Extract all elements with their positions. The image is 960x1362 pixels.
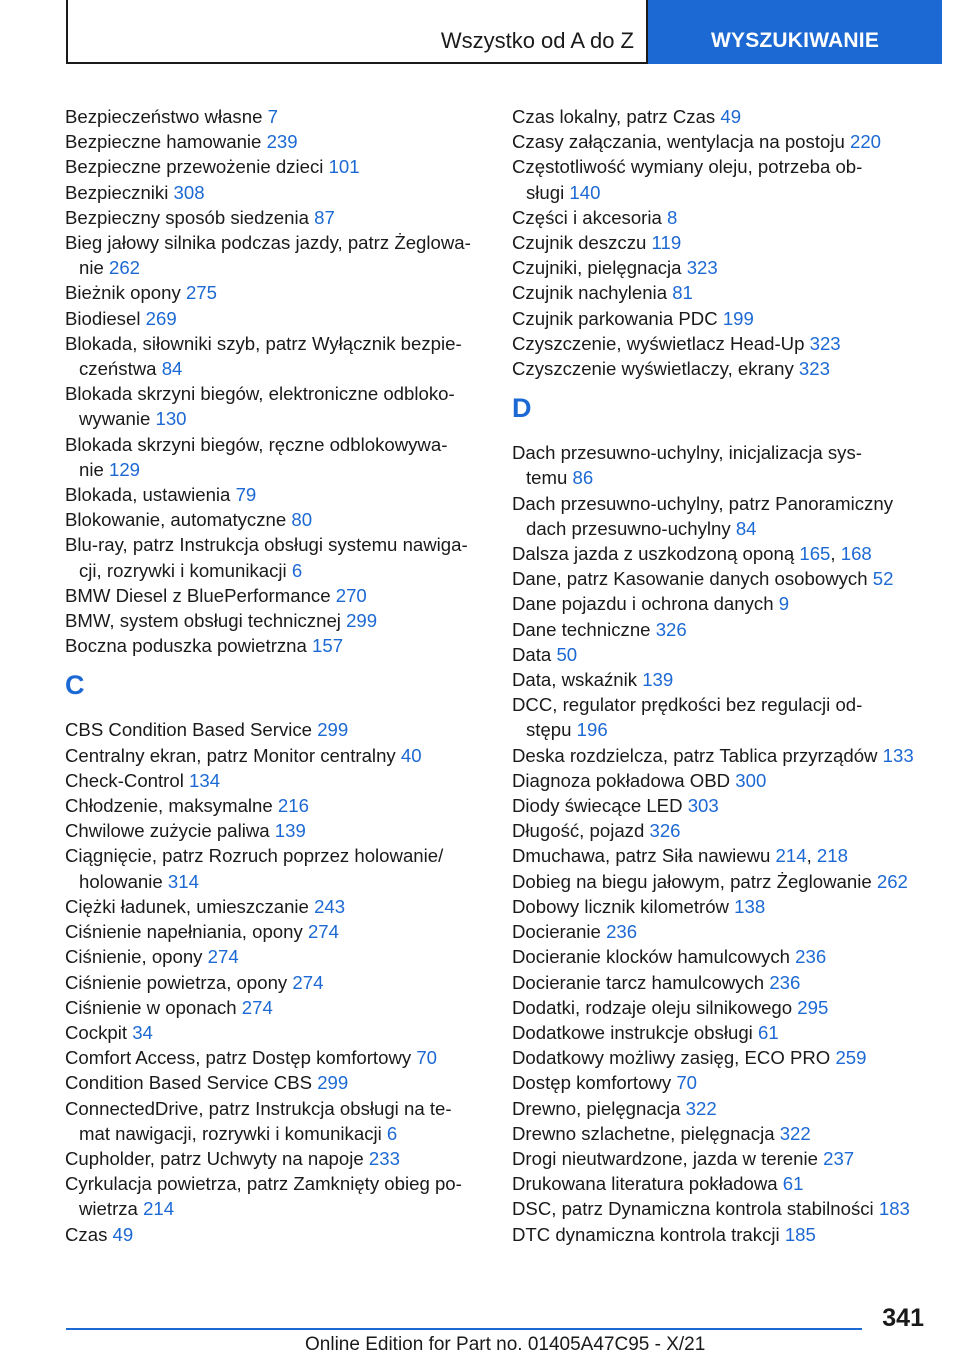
index-entry-text: stępu xyxy=(526,719,572,741)
index-entry-text: ConnectedDrive, patrz Instrukcja obsługi na te‐ xyxy=(65,1097,452,1119)
index-entry xyxy=(65,768,485,793)
index-entry-text: Dane, patrz Kasowanie danych osobowych xyxy=(512,568,868,590)
index-entry-text: Bezpieczne hamowanie xyxy=(65,131,262,153)
index-entry-text: Condition Based Service CBS xyxy=(65,1072,313,1094)
index-entry-text: mat nawigacji, rozrywki i komunikacji xyxy=(79,1122,382,1144)
page-reference-link[interactable]: 323 xyxy=(809,332,841,354)
index-entry-text: Data, wskaźnik xyxy=(512,669,638,691)
index-entry-text: Bezpieczne przewożenie dzieci xyxy=(65,156,324,178)
index-entry-text: Dane pojazdu i ochrona danych xyxy=(512,593,774,615)
index-entry xyxy=(512,331,932,356)
index-entry-text: holowanie xyxy=(79,870,163,892)
page-reference-link[interactable]: 274 xyxy=(307,921,339,943)
index-entry xyxy=(512,255,932,280)
index-entry xyxy=(65,743,485,768)
index-entry xyxy=(65,532,485,582)
page-reference-link[interactable]: 139 xyxy=(642,669,674,691)
page-reference-link[interactable]: 87 xyxy=(314,206,335,228)
index-entry xyxy=(512,1020,932,1045)
page-reference-link[interactable]: 236 xyxy=(769,971,801,993)
page-reference-link[interactable]: 9 xyxy=(778,593,790,615)
page-reference-link[interactable]: 84 xyxy=(161,358,183,380)
header-tabs xyxy=(66,0,942,64)
index-entry-text: Dobowy licznik kilometrów xyxy=(512,895,729,917)
index-entry xyxy=(512,129,932,154)
page-reference-link[interactable]: 40 xyxy=(400,744,422,766)
page-reference-link[interactable]: 185 xyxy=(784,1223,816,1245)
index-entry-text: Bieżnik opony xyxy=(65,282,181,304)
page-reference-link[interactable]: 6 xyxy=(386,1122,398,1144)
index-entry-text: CBS Condition Based Service xyxy=(65,719,313,741)
index-entry xyxy=(512,566,932,591)
page-reference-link[interactable]: 239 xyxy=(266,131,298,153)
page-reference-link[interactable]: 86 xyxy=(572,467,594,489)
page-reference-link[interactable]: 322 xyxy=(779,1122,811,1144)
index-entry xyxy=(65,230,485,280)
page-reference-link[interactable]: 303 xyxy=(687,795,719,817)
index-column-right xyxy=(512,104,932,1247)
page-reference-link[interactable]: 101 xyxy=(328,156,360,178)
index-entry xyxy=(512,1222,932,1247)
index-entry-text: Blokada, ustawienia xyxy=(65,484,231,506)
page-reference-link[interactable]: 7 xyxy=(267,106,278,127)
page-reference-link[interactable]: 6 xyxy=(291,559,303,581)
tab-a-to-z[interactable] xyxy=(66,0,648,64)
index-entry xyxy=(65,1171,485,1221)
page-reference-link[interactable]: 138 xyxy=(734,895,766,917)
index-entry xyxy=(65,205,485,230)
page-reference-link[interactable]: 49 xyxy=(112,1223,134,1245)
index-entry xyxy=(65,1070,485,1095)
index-entry xyxy=(512,104,932,129)
index-entry xyxy=(512,1121,932,1146)
index-entry-text: Częstotliwość wymiany oleju, potrzeba ob‐ xyxy=(512,156,863,178)
index-entry-text: cji, rozrywki i komunikacji xyxy=(79,559,287,581)
index-entry xyxy=(65,944,485,969)
index-entry-text: Chwilowe zużycie paliwa xyxy=(65,820,270,842)
index-entry xyxy=(512,1196,932,1221)
page-reference-link[interactable]: 275 xyxy=(185,282,217,304)
index-entry xyxy=(65,381,485,431)
index-entry: Dmuchawa, patrz Siła nawiewu 214, 218 xyxy=(512,845,848,867)
index-entry-text: Drogi nieutwardzone, jazda w terenie xyxy=(512,1147,818,1169)
page-reference-link[interactable]: 165 xyxy=(799,543,831,565)
index-entry-text: Dmuchawa, patrz Siła nawiewu xyxy=(512,845,771,867)
index-entry xyxy=(65,894,485,919)
page-reference-link[interactable]: 295 xyxy=(797,996,829,1018)
page-reference-link[interactable]: 61 xyxy=(757,1021,779,1043)
index-entry-text: Ciśnienie, opony xyxy=(65,946,203,968)
index-entry-text: Drewno, pielęgnacja xyxy=(512,1097,681,1119)
index-entry-text: Ciężki ładunek, umieszczanie xyxy=(65,895,309,917)
index-entry xyxy=(512,230,932,255)
index-entry-text: Czyszczenie, wyświetlacz Head-Up xyxy=(512,332,805,354)
index-entry-text: Dostęp komfortowy xyxy=(512,1072,672,1094)
index-entry xyxy=(512,869,932,894)
index-entry-text: Blokada skrzyni biegów, ręczne odblokowywa‐ xyxy=(65,433,448,455)
index-entry xyxy=(512,491,932,541)
index-entry xyxy=(512,944,932,969)
index-entry-text: Cyrkulacja powietrza, patrz Zamknięty obieg po‐ xyxy=(65,1173,462,1195)
index-entry-text: Czujnik deszczu xyxy=(512,232,647,254)
index-entry xyxy=(512,818,932,843)
tab-a-to-z-label: Wszystko od A do Z xyxy=(440,28,634,53)
index-entry-text: Dane techniczne xyxy=(512,618,651,640)
page-reference-link[interactable]: 214 xyxy=(143,1198,175,1220)
index-entry xyxy=(512,743,932,768)
page-reference-link[interactable]: 214 xyxy=(775,845,807,867)
index-entry xyxy=(512,617,932,642)
index-entry-text: Comfort Access, patrz Dostęp komfortowy xyxy=(65,1047,412,1069)
index-entry-text: Dobieg na biegu jałowym, patrz Żeglowanie xyxy=(512,870,872,892)
index-entry xyxy=(65,1045,485,1070)
index-entry xyxy=(512,667,932,692)
page-reference-link[interactable]: 52 xyxy=(872,568,894,590)
index-entry-text: Dalsza jazda z uszkodzoną oponą xyxy=(512,543,795,565)
page-reference-link[interactable]: 196 xyxy=(576,719,608,741)
index-entry-text: Drewno szlachetne, pielęgnacja xyxy=(512,1122,775,1144)
index-entry xyxy=(65,1020,485,1045)
index-entry xyxy=(512,1171,932,1196)
index-entry xyxy=(512,793,932,818)
index-entry-text: Dach przesuwno-uchylny, inicjalizacja sys‐ xyxy=(512,442,862,464)
index-entry xyxy=(512,768,932,793)
page-reference-link[interactable]: 269 xyxy=(145,307,177,329)
index-entry xyxy=(65,482,485,507)
page-reference-link[interactable]: 233 xyxy=(368,1147,400,1169)
index-column-left xyxy=(65,104,485,1247)
index-entry-text: temu xyxy=(526,467,568,489)
index-entry xyxy=(65,793,485,818)
index-entry-text: Boczna poduszka powietrzna xyxy=(65,635,307,657)
index-entry-text: Czujnik parkowania PDC xyxy=(512,307,718,329)
index-entry-text: Cockpit xyxy=(65,1021,128,1043)
index-entry-text: Bezpieczny sposób siedzenia xyxy=(65,206,309,228)
page-reference-link[interactable]: 61 xyxy=(782,1173,804,1195)
page-reference-link[interactable]: 49 xyxy=(720,106,742,127)
index-entry-text: Ciągnięcie, patrz Rozruch poprzez holowanie/ xyxy=(65,845,444,867)
page-reference-link[interactable]: 236 xyxy=(795,946,827,968)
index-entry xyxy=(65,104,485,129)
index-entry-text: DSC, patrz Dynamiczna kontrola stabilności xyxy=(512,1198,874,1220)
index-entry xyxy=(512,440,932,490)
index-entry-text: Centralny ekran, patrz Monitor centralny xyxy=(65,744,396,766)
index-entry xyxy=(65,583,485,608)
tab-search[interactable] xyxy=(648,0,942,64)
index-entry xyxy=(512,1096,932,1121)
index-entry-text: Czas lokalny, patrz Czas xyxy=(512,106,716,127)
index-entry xyxy=(65,717,485,742)
index-entry-text: nie xyxy=(79,257,104,279)
page-reference-link[interactable]: 323 xyxy=(686,257,718,279)
page-reference-link[interactable]: 308 xyxy=(173,181,205,203)
page-number: 341 xyxy=(882,1304,924,1332)
index-entry-text: sługi xyxy=(526,181,565,203)
page-reference-link[interactable]: 218 xyxy=(816,845,848,867)
index-entry xyxy=(65,919,485,944)
page-reference-link[interactable]: 133 xyxy=(882,744,914,766)
page-reference-link[interactable]: 80 xyxy=(291,509,313,531)
index-entry-text: Docieranie tarcz hamulcowych xyxy=(512,971,765,993)
index-entry xyxy=(512,1070,932,1095)
index-entry-text: Chłodzenie, maksymalne xyxy=(65,795,273,817)
page-reference-link[interactable]: 70 xyxy=(416,1047,438,1069)
index-entry-text: Check-Control xyxy=(65,769,184,791)
page-reference-link[interactable]: 299 xyxy=(317,1072,349,1094)
page-reference-link[interactable]: 322 xyxy=(685,1097,717,1119)
index-entry xyxy=(512,692,932,742)
page-reference-link[interactable]: 299 xyxy=(346,610,378,632)
index-entry xyxy=(65,970,485,995)
index-entry-text: nie xyxy=(79,458,104,480)
index-entry-text: Czasy załączania, wentylacja na postoju xyxy=(512,131,845,153)
index-entry xyxy=(65,331,485,381)
page-reference-link[interactable]: 243 xyxy=(314,895,346,917)
footer-edition: Online Edition for Part no. 01405A47C95 - X/21 xyxy=(305,1334,706,1355)
index-entry xyxy=(65,818,485,843)
page-reference-link[interactable]: 70 xyxy=(676,1072,697,1094)
index-entry-text: Bieg jałowy silnika podczas jazdy, patrz Żeglowa‐ xyxy=(65,232,471,254)
index-entry xyxy=(512,280,932,305)
index-entry xyxy=(512,919,932,944)
index-entry-text: Czyszczenie wyświetlaczy, ekrany xyxy=(512,358,794,380)
index-entry xyxy=(65,306,485,331)
page-reference-link[interactable]: 220 xyxy=(849,131,882,153)
index-entry xyxy=(65,1222,485,1247)
page-reference-link[interactable]: 299 xyxy=(317,719,349,741)
index-entry xyxy=(65,1096,485,1146)
index-entry-text: dach przesuwno-uchylny xyxy=(526,517,731,539)
index-entry-text: DTC dynamiczna kontrola trakcji xyxy=(512,1223,780,1245)
index-entry-text: Ciśnienie powietrza, opony xyxy=(65,971,288,993)
index-entry-text: DCC, regulator prędkości bez regulacji od‐ xyxy=(512,694,863,716)
page-reference-link[interactable]: 300 xyxy=(735,769,767,791)
page-reference-link[interactable]: 262 xyxy=(109,257,141,279)
index-entry xyxy=(65,633,485,658)
index-entry-text: Data xyxy=(512,643,552,665)
page-reference-link[interactable]: 8 xyxy=(667,206,678,228)
index-entry-text: Cupholder, patrz Uchwyty na napoje xyxy=(65,1147,364,1169)
page-reference-link[interactable]: 314 xyxy=(167,870,199,892)
index-entry-text: Czujniki, pielęgnacja xyxy=(512,257,682,279)
page-reference-link[interactable]: 129 xyxy=(109,458,141,480)
page-reference-link[interactable]: 168 xyxy=(840,543,872,565)
index-entry-text: czeństwa xyxy=(79,358,157,380)
index-entry xyxy=(512,894,932,919)
index-entry-text: Drukowana literatura pokładowa xyxy=(512,1173,778,1195)
page-reference-link[interactable]: 270 xyxy=(335,584,367,606)
index-entry xyxy=(512,1146,932,1171)
index-entry-text: Ciśnienie w oponach xyxy=(65,996,237,1018)
index-entry xyxy=(65,154,485,179)
index-entry-text: Docieranie xyxy=(512,921,601,943)
page-reference-link[interactable]: 237 xyxy=(823,1147,855,1169)
page-reference-link[interactable]: 119 xyxy=(651,232,682,254)
index-entry-text: BMW Diesel z BluePerformance xyxy=(65,584,331,606)
index-entry-text: Długość, pojazd xyxy=(512,820,645,842)
index-entry-text: Ciśnienie napełniania, opony xyxy=(65,921,303,943)
page-reference-link[interactable]: 274 xyxy=(241,996,273,1018)
index-entry-text: wietrza xyxy=(79,1198,138,1220)
page-reference-link[interactable]: 79 xyxy=(235,484,257,506)
index-entry xyxy=(512,205,932,230)
page-reference-link[interactable]: 323 xyxy=(798,358,830,380)
index-entry xyxy=(65,608,485,633)
index-entry-text: wywanie xyxy=(79,408,151,430)
index-entry-text: Blokada skrzyni biegów, elektroniczne odbloko‐ xyxy=(65,383,455,405)
index-entry xyxy=(512,642,932,667)
page-reference-link[interactable]: 50 xyxy=(556,643,578,665)
index-entry xyxy=(512,1045,932,1070)
index-entry-text: Docieranie klocków hamulcowych xyxy=(512,946,790,968)
index-entry-text: Dodatki, rodzaje oleju silnikowego xyxy=(512,996,793,1018)
index-entry-text: Biodiesel xyxy=(65,307,141,329)
page-reference-link[interactable]: 326 xyxy=(655,618,687,640)
index-entry-text: Blu-ray, patrz Instrukcja obsługi systemu nawiga‐ xyxy=(65,534,468,556)
index-entry-text: Blokowanie, automatyczne xyxy=(65,509,287,531)
index-entry-text: Czas xyxy=(65,1223,108,1245)
index-entry xyxy=(512,995,932,1020)
index-entry xyxy=(65,432,485,482)
index-entry xyxy=(65,280,485,305)
index-section-letter: C xyxy=(65,670,85,701)
index-entry xyxy=(65,180,485,205)
index-entry-text: Blokada, siłowniki szyb, patrz Wyłącznik bezpie‐ xyxy=(65,332,462,354)
page-reference-link[interactable]: 81 xyxy=(672,282,693,304)
index-entry-text: BMW, system obsługi technicznej xyxy=(65,610,341,632)
index-entry xyxy=(65,129,485,154)
index-entry xyxy=(512,356,932,381)
index-section-letter: D xyxy=(512,393,532,424)
footer-divider xyxy=(66,1328,862,1330)
page-reference-link[interactable]: 157 xyxy=(312,635,344,657)
page-reference-link[interactable]: 183 xyxy=(878,1198,910,1220)
page-reference-link[interactable]: 130 xyxy=(155,408,187,430)
index-entry-text: Bezpieczeństwo własne xyxy=(65,106,263,127)
index-entry xyxy=(512,306,932,331)
index-entry-text: Bezpieczniki xyxy=(65,181,169,203)
index-entry-text: Czujnik nachylenia xyxy=(512,282,668,304)
index-entry xyxy=(512,591,932,616)
page-reference-link[interactable]: 139 xyxy=(274,820,306,842)
index-entry-text: Diagnoza pokładowa OBD xyxy=(512,769,731,791)
page-reference-link[interactable]: 274 xyxy=(207,946,239,968)
page-reference-link[interactable]: 134 xyxy=(189,769,221,791)
index-entry xyxy=(512,154,932,204)
page-reference-link[interactable]: 199 xyxy=(722,307,754,329)
page-reference-link[interactable]: 326 xyxy=(649,820,681,842)
index-entry xyxy=(65,843,485,893)
page-reference-link[interactable]: 274 xyxy=(292,971,324,993)
page-reference-link[interactable]: 259 xyxy=(835,1047,867,1069)
index-entry-text: Deska rozdzielcza, patrz Tablica przyrządów xyxy=(512,744,878,766)
tab-search-label: WYSZUKIWANIE xyxy=(710,29,880,52)
index-entry-text: Dach przesuwno-uchylny, patrz Panoramiczny xyxy=(512,492,893,514)
page-reference-link[interactable]: 262 xyxy=(876,870,908,892)
index-entry xyxy=(65,1146,485,1171)
page-reference-link[interactable]: 140 xyxy=(569,181,601,203)
index-entry-text: Diody świecące LED xyxy=(512,795,683,817)
index-entry xyxy=(65,507,485,532)
index-entry xyxy=(512,970,932,995)
page-reference-link[interactable]: 84 xyxy=(735,517,757,539)
index-entry: Dalsza jazda z uszkodzoną oponą 165, 168 xyxy=(512,543,872,565)
page-reference-link[interactable]: 236 xyxy=(606,921,638,943)
index-entry-text: Dodatkowe instrukcje obsługi xyxy=(512,1021,753,1043)
page-reference-link[interactable]: 216 xyxy=(277,795,309,817)
page-reference-link[interactable]: 34 xyxy=(132,1021,153,1043)
index-entry-text: Dodatkowy możliwy zasięg, ECO PRO xyxy=(512,1047,831,1069)
index-entry xyxy=(65,995,485,1020)
index-entry-text: Części i akcesoria xyxy=(512,206,662,228)
